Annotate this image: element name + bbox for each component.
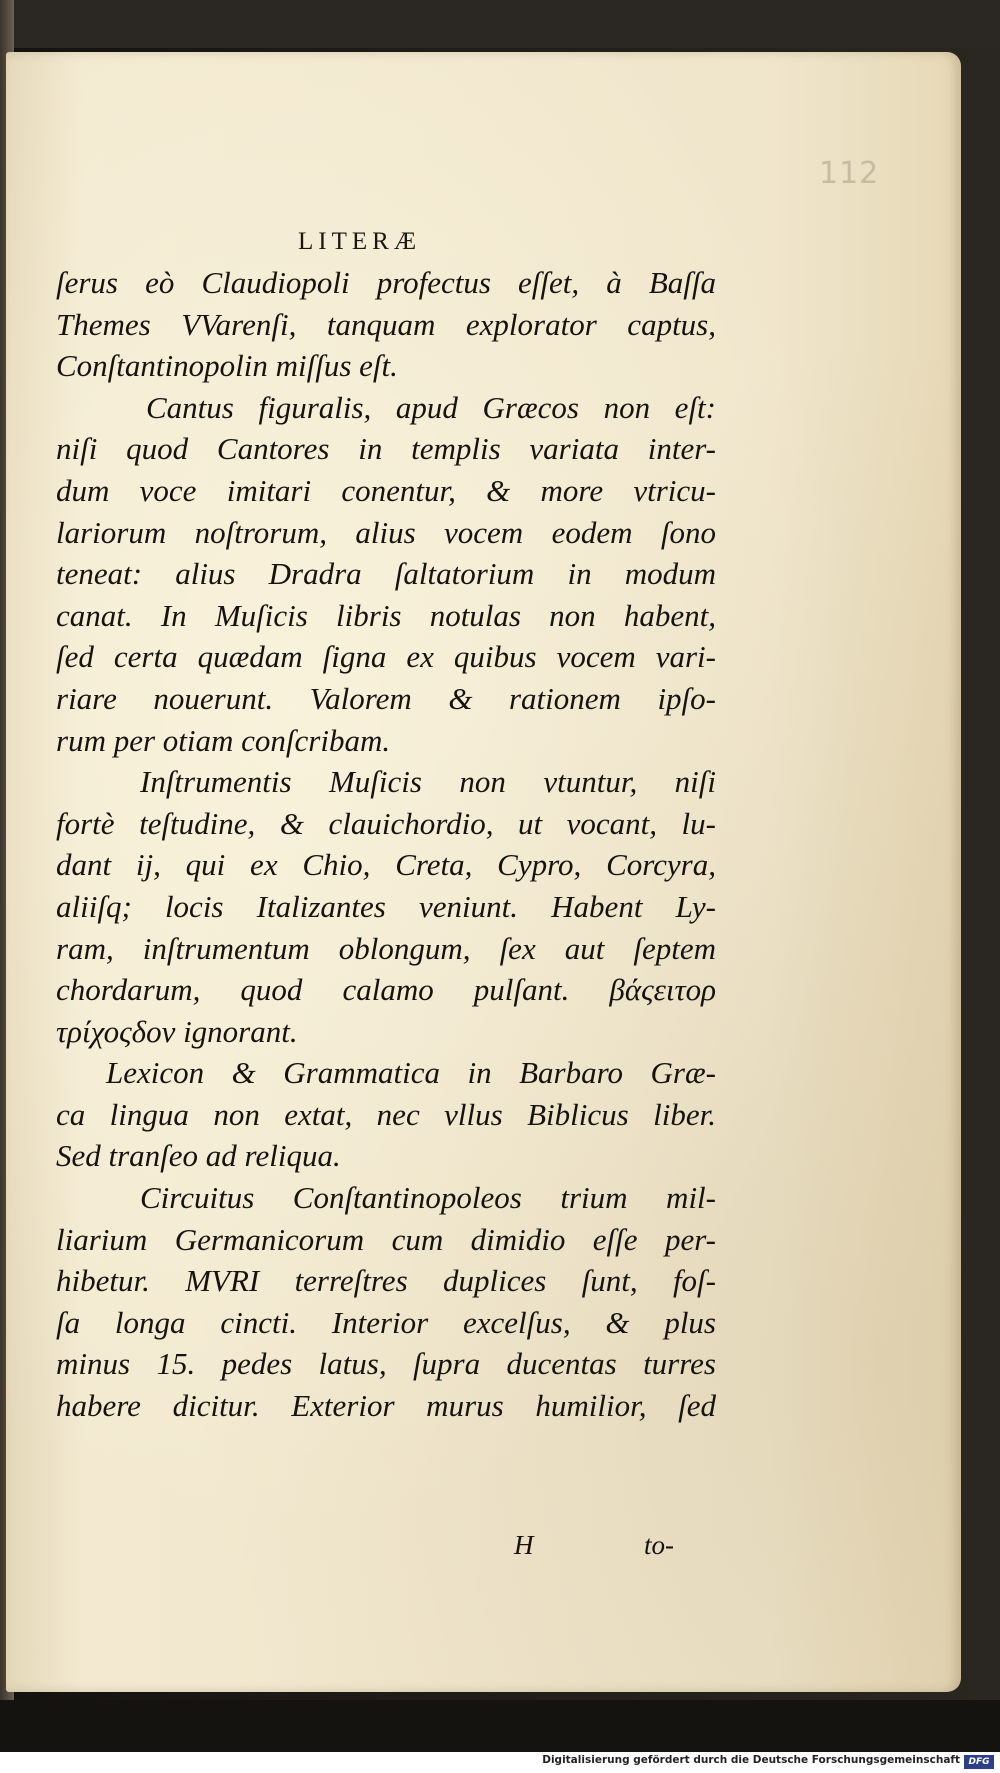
text-line: ram, inſtrumentum oblongum, ſex aut ſeptem xyxy=(56,930,716,966)
text-line: ſerus eò Claudiopoli profectus eſſet, à Baſſa xyxy=(56,265,716,300)
running-head: LITERÆ xyxy=(298,228,422,255)
text-line: Themes VVarenſi, tanquam explorator captus, xyxy=(56,306,716,342)
text-line: fortè teſtudine, & clauichordio, ut vocant, lu- xyxy=(56,805,716,841)
book-page xyxy=(6,52,961,1692)
text-line: Sed tranſeo ad reliqua. xyxy=(56,1138,341,1174)
text-line: niſi quod Cantores in templis variata inter- xyxy=(56,431,716,467)
text-line: ca lingua non extat, nec vllus Biblicus liber. xyxy=(56,1096,716,1132)
text-line: Conſtantinopolin miſſus eſt. xyxy=(56,348,398,384)
text-line: Circuitus Conſtantinopoleos trium mil- xyxy=(140,1180,716,1216)
text-line: minus 15. pedes latus, ſupra ducentas turres xyxy=(56,1346,716,1382)
text-line: dum voce imitari conentur, & more vtricu- xyxy=(56,472,716,508)
text-line: Lexicon & Grammatica in Barbaro Græ- xyxy=(106,1055,716,1091)
scan-bottom-edge xyxy=(0,1700,1000,1752)
text-line: chordarum, quod calamo pulſant. βάςειτορ xyxy=(56,972,716,1008)
folio-number: 112 xyxy=(819,156,880,191)
text-line: aliiſq; locis Italizantes veniunt. Habent Ly- xyxy=(56,888,716,924)
text-line: dant ij, qui ex Chio, Creta, Cypro, Corcyra, xyxy=(56,847,716,883)
digitization-footer xyxy=(0,1752,1000,1773)
dfg-logo-icon: DFG xyxy=(964,1755,994,1769)
scan-top-edge xyxy=(0,0,1000,48)
text-line: liarium Germanicorum cum dimidio eſſe per- xyxy=(56,1221,716,1257)
text-line: Cantus figuralis, apud Græcos non eſt: xyxy=(146,389,716,425)
text-line: riare nouerunt. Valorem & rationem ipſo- xyxy=(56,680,716,716)
text-line: τρίχοςδον ignorant. xyxy=(56,1013,298,1049)
catchword: to- xyxy=(644,1530,674,1560)
text-line: lariorum noſtrorum, alius vocem eodem ſono xyxy=(56,514,716,550)
catchword-line xyxy=(6,1530,961,1570)
text-line: ſa longa cincti. Interior excelſus, & plus xyxy=(56,1304,716,1340)
text-line: rum per otiam conſcribam. xyxy=(56,722,391,758)
body-text xyxy=(56,262,716,1427)
funding-credit: Digitalisierung gefördert durch die Deutsche Forschungsgemeinschaft xyxy=(542,1754,960,1766)
signature-mark: H xyxy=(514,1530,534,1560)
text-line: ſed certa quædam ſigna ex quibus vocem vari- xyxy=(56,639,716,675)
text-line: hibetur. MVRI terreſtres duplices ſunt, foſ- xyxy=(56,1263,716,1299)
text-line: teneat: alius Dradra ſaltatorium in modum xyxy=(56,556,716,592)
text-line: habere dicitur. Exterior murus humilior, ſed xyxy=(56,1388,716,1424)
text-line: canat. In Muſicis libris notulas non habent, xyxy=(56,597,716,633)
text-line: Inſtrumentis Muſicis non vtuntur, niſi xyxy=(140,764,716,800)
